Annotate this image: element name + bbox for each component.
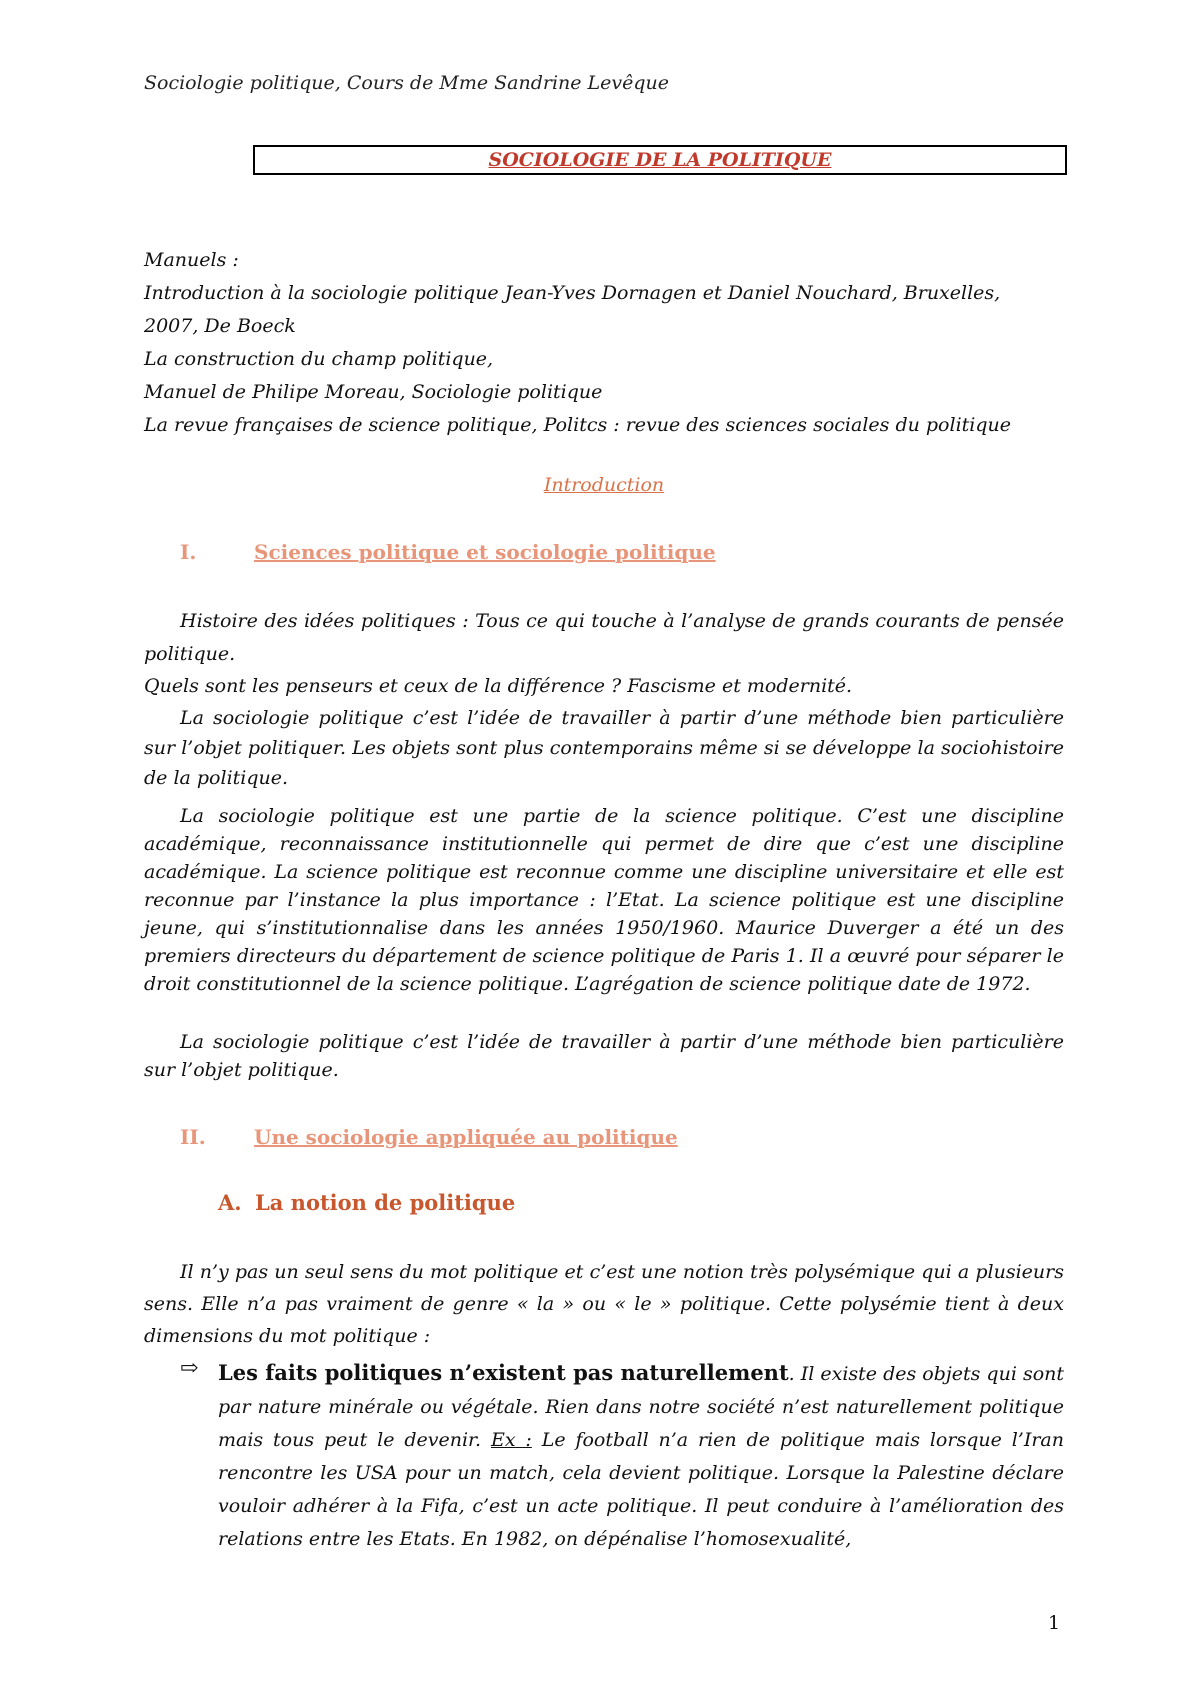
paragraph-histoire: Histoire des idées politiques : Tous ce qui touche à l’analyse de grands courants de pensée politique. bbox=[144, 610, 1064, 665]
subsection-a-heading bbox=[218, 1190, 515, 1215]
running-header: Sociologie politique, Cours de Mme Sandrine Levêque bbox=[144, 72, 670, 94]
example-label: Ex : bbox=[490, 1429, 532, 1451]
document-title: SOCIOLOGIE DE LA POLITIQUE bbox=[488, 149, 832, 171]
section-1-number: I. bbox=[180, 540, 197, 564]
manuals-list bbox=[144, 244, 1064, 442]
bullet-lead: Les faits politiques n’existent pas naturellement bbox=[218, 1360, 789, 1385]
page-number: 1 bbox=[1048, 1612, 1061, 1634]
section-2-number: II. bbox=[180, 1125, 206, 1149]
section-1-title: Sciences politique et sociologie politique bbox=[254, 540, 716, 564]
bullet-text bbox=[218, 1356, 1064, 1556]
paragraph-polysemie: Il n’y pas un seul sens du mot politique et c’est une notion très polysémique qui a plusieurs sens. Elle n’a pas vraiment de genre « la » ou « le » politique. Cette polysémie tient à deux dimensions du mot politique : bbox=[144, 1261, 1064, 1347]
bullet-item bbox=[180, 1356, 1064, 1556]
paragraph-sociologie-3: La sociologie politique c’est l’idée de travailler à partir d’une méthode bien particulière sur l’objet politique. bbox=[144, 1031, 1064, 1081]
bullet-text-part: Le football n’a rien de politique mais lorsque l’Iran rencontre les USA pour un match, cela devient politique. Lorsque la Palestine déclare vouloir adhérer à la Fifa, c’est un acte politique. Il peut conduire à l’amélioration des relations entre les Etats. En 1982, on dépénalise l’homosexualité, bbox=[218, 1429, 1064, 1550]
paragraph-sociologie-1: La sociologie politique c’est l’idée de travailler à partir d’une méthode bien particulière sur l’objet politiquer. Les objets sont plus contemporains même si se développe la sociohistoire de la politique. bbox=[144, 707, 1064, 789]
manual-item: La construction du champ politique, bbox=[144, 348, 494, 370]
section-1-heading bbox=[180, 540, 716, 564]
introduction-heading: Introduction bbox=[543, 474, 665, 496]
bullet-text-part: . Il existe des objets qui sont par nature minérale ou végétale. Rien dans notre société n’est naturellement politique mais tous peut le devenir. bbox=[218, 1363, 1065, 1451]
section-2-heading bbox=[180, 1125, 678, 1149]
manual-item: La revue françaises de science politique, Politcs : revue des sciences sociales du politique bbox=[144, 414, 1011, 436]
title-box bbox=[253, 145, 1067, 175]
subsection-a-title: La notion de politique bbox=[255, 1190, 516, 1215]
manual-item: 2007, De Boeck bbox=[144, 315, 296, 337]
arrow-bullet-icon: ⇨ bbox=[180, 1356, 199, 1381]
section-2-title: Une sociologie appliquée au politique bbox=[254, 1125, 678, 1149]
manual-item: Introduction à la sociologie politique Jean-Yves Dornagen et Daniel Nouchard, Bruxelles, bbox=[144, 282, 1001, 304]
subsection-a-number: A. bbox=[218, 1190, 242, 1215]
manual-item: Manuel de Philipe Moreau, Sociologie politique bbox=[144, 381, 603, 403]
manuals-heading: Manuels : bbox=[144, 249, 239, 271]
paragraph-sociologie-2: La sociologie politique est une partie de la science politique. C’est une discipline académique, reconnaissance institutionnelle qui permet de dire que c’est une discipline académique. La science politique est reconnue comme une discipline universitaire et elle est reconnue par l’instance la plus importance : l’Etat. La science politique est une discipline jeune, qui s’institutionnalise dans les années 1950/1960. Maurice Duverger a été un des premiers directeurs du département de science politique de Paris 1. Il a œuvré pour séparer le droit constitutionnel de la science politique. L’agrégation de science politique date de 1972. bbox=[144, 805, 1064, 995]
paragraph-penseurs: Quels sont les penseurs et ceux de la différence ? Fascisme et modernité. bbox=[144, 675, 853, 697]
